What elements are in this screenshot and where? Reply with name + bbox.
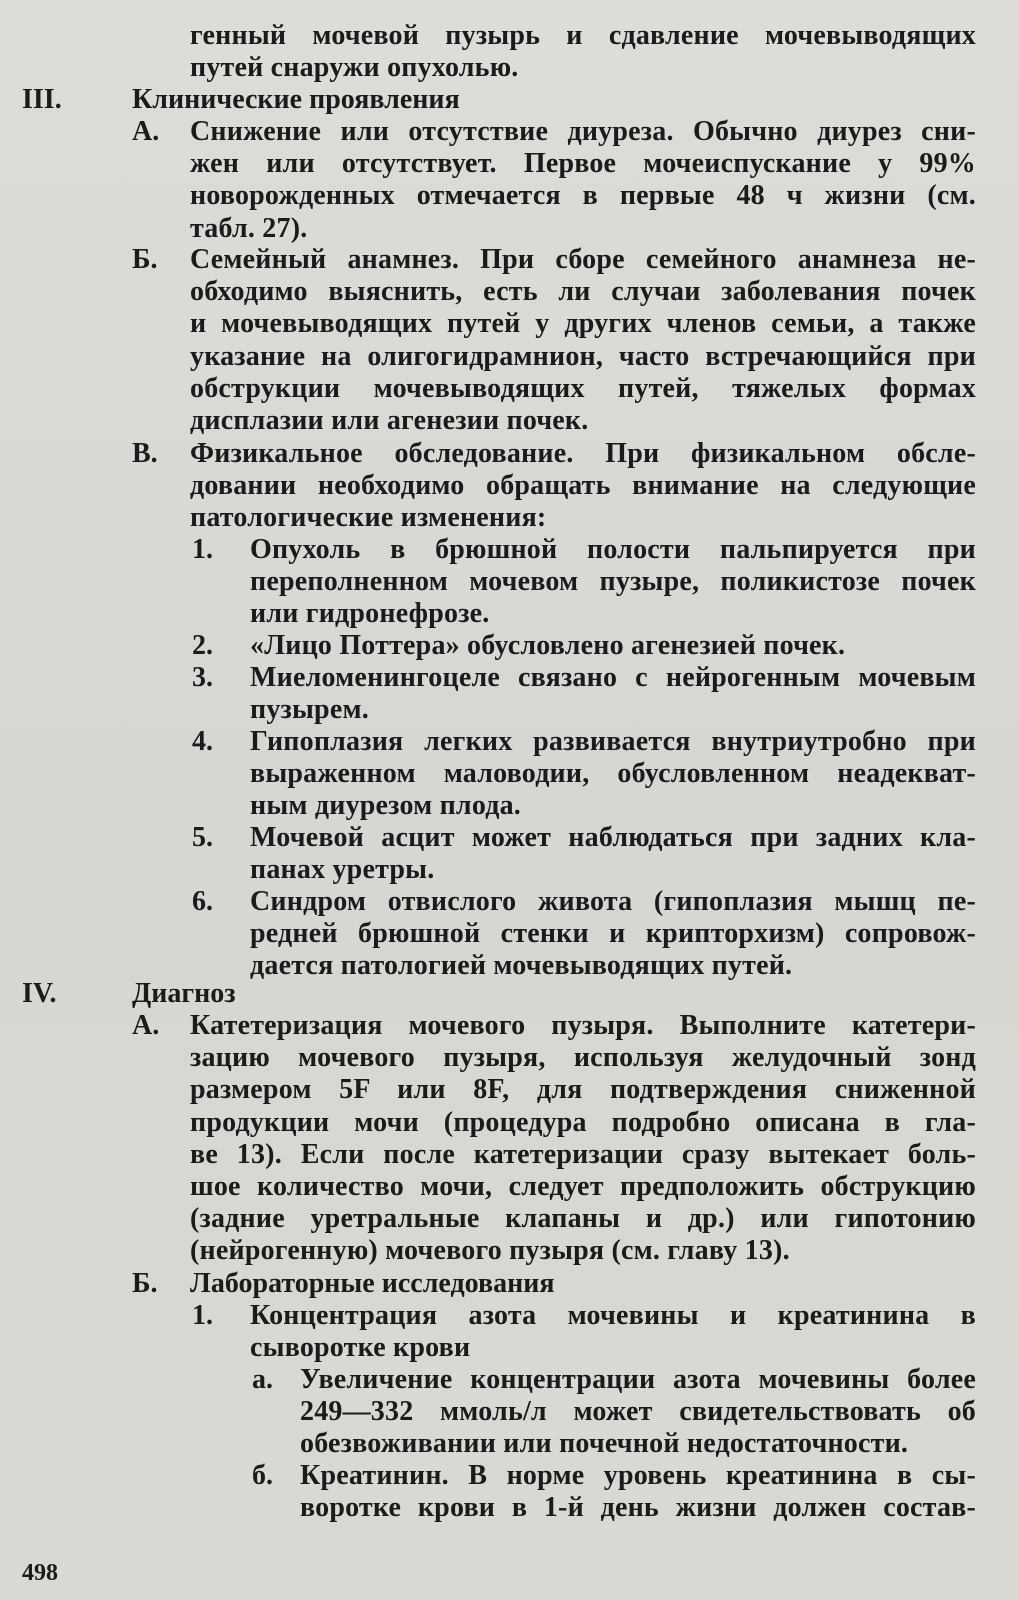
text-line: обструкции мочевыводящих путей, тяжелых формах [190, 372, 976, 404]
text-line: и мочевыводящих путей у других членов семьи, а также [190, 308, 976, 340]
list-number: 2. [192, 630, 213, 661]
text-line: довании необходимо обращать внимание на следующие [190, 470, 976, 502]
list-item [250, 534, 976, 631]
list-item [250, 726, 976, 823]
subsection-title: Лабораторные исследования [190, 1268, 555, 1299]
text-line: пузырем. [250, 694, 369, 726]
text-line: ве 13). Если после катетеризации сразу вытекает боль- [190, 1138, 976, 1170]
text-line: Креатинин. В норме уровень креатинина в сы- [300, 1460, 976, 1491]
sublist-label: а. [252, 1364, 273, 1395]
text-line: Катетеризация мочевого пузыря. Выполните катетери- [190, 1010, 976, 1041]
text-line: генный мочевой пузырь и сдавление мочевыводящих [190, 20, 976, 51]
text-line: или гидронефрозе. [250, 598, 490, 630]
text-line: размером 5F или 8F, для подтверждения сниженной [190, 1074, 976, 1106]
text-line: путей снаружи опухолью. [190, 52, 519, 84]
list-number: 4. [192, 726, 213, 757]
text-line: Концентрация азота мочевины и креатинина в [250, 1300, 976, 1331]
text-line: Синдром отвислого живота (гипоплазия мышц пе- [250, 886, 976, 917]
list-item [250, 1300, 976, 1364]
subsection-label: Б. [132, 244, 158, 275]
page-number: 498 [22, 1560, 58, 1586]
text-line: редней брюшной стенки и крипторхизм) сопровож- [250, 918, 976, 950]
section-title: Клинические проявления [132, 84, 460, 115]
intro-paragraph [190, 20, 976, 84]
text-line: зацию мочевого пузыря, используя желудочный зонд [190, 1042, 976, 1074]
subsection-label: А. [132, 1010, 160, 1041]
text-line: табл. 27). [190, 212, 308, 244]
text-line: ным диурезом плода. [250, 790, 521, 822]
text-line: жен или отсутствует. Первое мочеиспускание у 99% [190, 148, 976, 180]
list-number: 6. [192, 886, 213, 917]
list-number: 5. [192, 822, 213, 853]
subsection-paragraph [190, 116, 976, 245]
section-number: IV. [22, 978, 57, 1009]
subsection-label: А. [132, 116, 160, 147]
subsection-paragraph [190, 438, 976, 535]
text-line: дисплазии или агенезии почек. [190, 405, 589, 437]
list-number: 1. [192, 1300, 213, 1331]
text-line: переполненном мочевом пузыре, поликистозе почек [250, 566, 976, 598]
text-line: (задние уретральные клапаны и др.) или гипотонию [190, 1203, 976, 1235]
text-line: Мочевой асцит может наблюдаться при задних кла- [250, 822, 976, 853]
text-line: 249—332 ммоль/л может свидетельствовать об [300, 1396, 976, 1428]
text-line: панах уретры. [250, 854, 435, 886]
subsection-paragraph [190, 1010, 976, 1268]
subsection-label: Б. [132, 1268, 158, 1299]
text-line: (нейрогенную) мочевого пузыря (см. главу 13). [190, 1235, 790, 1267]
text-line: продукции мочи (процедура подробно описана в гла- [190, 1106, 976, 1138]
list-item [250, 630, 976, 662]
text-line: воротке крови в 1-й день жизни должен состав- [300, 1492, 976, 1524]
section-number: III. [22, 84, 62, 115]
text-line: «Лицо Поттера» обусловлено агенезией почек. [250, 630, 846, 661]
text-line: Миеломенингоцеле связано с нейрогенным мочевым [250, 662, 976, 693]
sublist-item [300, 1460, 976, 1524]
text-line: Опухоль в брюшной полости пальпируется при [250, 534, 976, 565]
sublist-label: б. [252, 1460, 273, 1491]
subsection-label: В. [132, 438, 158, 469]
text-line: Снижение или отсутствие диуреза. Обычно диурез сни- [190, 116, 976, 147]
text-line: патологические изменения: [190, 502, 547, 534]
text-line: выраженном маловодии, обусловленном неадекват- [250, 758, 976, 790]
list-item [250, 886, 976, 983]
text-line: указание на олигогидрамнион, часто встречающийся при [190, 340, 976, 372]
text-line: обезвоживании или почечной недостаточности. [300, 1428, 909, 1460]
text-line: Физикальное обследование. При физикальном обсле- [190, 438, 976, 469]
text-line: Гипоплазия легких развивается внутриутробно при [250, 726, 976, 757]
list-item [250, 662, 976, 726]
list-number: 1. [192, 534, 213, 565]
text-line: новорожденных отмечается в первые 48 ч жизни (см. [190, 180, 976, 212]
subsection-paragraph [190, 244, 976, 437]
text-line: обходимо выяснить, есть ли случаи заболевания почек [190, 276, 976, 308]
text-line: дается патологией мочевыводящих путей. [250, 950, 793, 982]
text-line: Семейный анамнез. При сборе семейного анамнеза не- [190, 244, 976, 275]
text-line: сыворотке крови [250, 1332, 471, 1364]
list-item [250, 822, 976, 886]
section-title: Диагноз [132, 978, 236, 1009]
text-line: шое количество мочи, следует предположить обструкцию [190, 1171, 976, 1203]
sublist-item [300, 1364, 976, 1461]
text-line: Увеличение концентрации азота мочевины более [300, 1364, 976, 1395]
list-number: 3. [192, 662, 213, 693]
